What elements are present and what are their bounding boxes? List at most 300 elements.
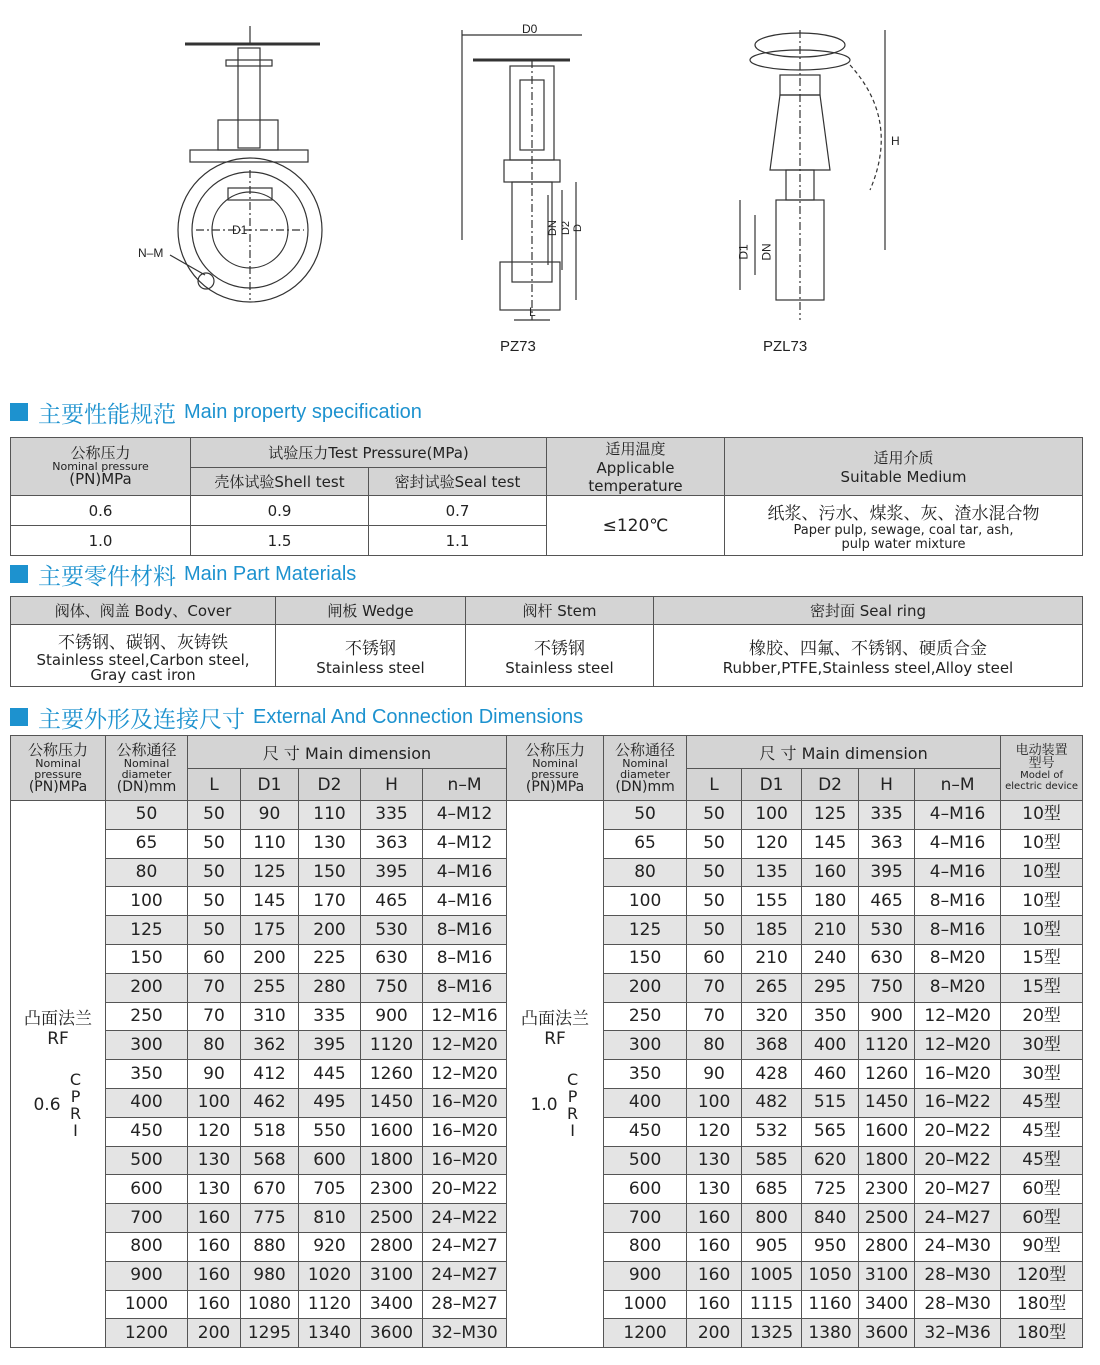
cell-d2: 180 (802, 887, 859, 916)
cell-h: 630 (859, 944, 915, 973)
cell-nm: 24–M27 (423, 1232, 507, 1261)
spec-temp-value: ≤120℃ (547, 496, 725, 556)
cell-l: 130 (687, 1146, 742, 1175)
cell-d2: 225 (299, 944, 361, 973)
cell-l: 50 (188, 916, 241, 945)
cell-dn: 600 (106, 1175, 188, 1204)
cell-dn: 450 (604, 1117, 687, 1146)
cell-d1: 135 (742, 858, 802, 887)
cell-nm: 12–M20 (915, 1031, 1001, 1060)
cell-d1: 255 (241, 973, 299, 1002)
cell-l: 70 (188, 1002, 241, 1031)
cell-d1: 685 (742, 1175, 802, 1204)
cell-d1: 100 (742, 801, 802, 830)
mat-seal-header: 密封面 Seal ring (654, 597, 1083, 625)
cell-d1: 368 (742, 1031, 802, 1060)
cell-dn: 800 (106, 1232, 188, 1261)
cell-l: 160 (687, 1261, 742, 1290)
cell-h: 395 (361, 858, 423, 887)
cell-d2: 110 (299, 801, 361, 830)
cell-d2: 460 (802, 1060, 859, 1089)
cell-d1: 670 (241, 1175, 299, 1204)
cell-d1: 1080 (241, 1290, 299, 1319)
dim-col-l: L (188, 769, 241, 801)
dim-col-d2: D2 (802, 769, 859, 801)
cell-h: 363 (361, 829, 423, 858)
cell-l: 80 (687, 1031, 742, 1060)
cell-l: 50 (188, 801, 241, 830)
cell-l: 160 (687, 1290, 742, 1319)
cell-model: 10型 (1001, 916, 1083, 945)
spec-test-header: 试验压力Test Pressure(MPa) (191, 438, 547, 468)
cell-dn: 1200 (106, 1319, 188, 1348)
cell-nm: 4–M16 (423, 887, 507, 916)
cell-l: 50 (687, 916, 742, 945)
cell-d2: 335 (299, 1002, 361, 1031)
cell-model: 10型 (1001, 801, 1083, 830)
cell-nm: 16–M20 (423, 1117, 507, 1146)
cell-h: 335 (361, 801, 423, 830)
section-dimensions-heading (10, 703, 583, 731)
cell-d2: 600 (299, 1146, 361, 1175)
cell-nm: 24–M27 (423, 1261, 507, 1290)
cell-l: 160 (188, 1204, 241, 1233)
cell-h: 1120 (361, 1031, 423, 1060)
cell-nm: 8–M16 (423, 916, 507, 945)
spec-shell-cell: 0.9 (191, 496, 369, 526)
cell-d1: 1115 (742, 1290, 802, 1319)
spec-shell-header: 壳体试验Shell test (191, 468, 369, 496)
cell-dn: 65 (604, 829, 687, 858)
section-spec-en: Main property specification (184, 400, 422, 423)
cell-h: 1800 (859, 1146, 915, 1175)
cell-nm: 16–M20 (915, 1060, 1001, 1089)
cell-d1: 320 (742, 1002, 802, 1031)
cell-d2: 840 (802, 1204, 859, 1233)
dim-col-d2: D2 (299, 769, 361, 801)
spec-pn-header: 公称压力 Nominal pressure (PN)MPa (11, 438, 191, 496)
cell-h: 1450 (361, 1088, 423, 1117)
cell-l: 60 (188, 944, 241, 973)
cell-d2: 200 (299, 916, 361, 945)
cell-h: 2800 (859, 1232, 915, 1261)
cell-d1: 310 (241, 1002, 299, 1031)
cell-d2: 515 (802, 1088, 859, 1117)
cell-d2: 705 (299, 1175, 361, 1204)
cell-d2: 810 (299, 1204, 361, 1233)
cell-nm: 4–M12 (423, 801, 507, 830)
cell-h: 750 (361, 973, 423, 1002)
cell-nm: 8–M16 (915, 887, 1001, 916)
cell-nm: 24–M22 (423, 1204, 507, 1233)
cell-d2: 395 (299, 1031, 361, 1060)
cell-l: 120 (188, 1117, 241, 1146)
cell-nm: 4–M16 (915, 801, 1001, 830)
cell-nm: 12–M20 (915, 1002, 1001, 1031)
cell-l: 200 (188, 1319, 241, 1348)
cell-nm: 8–M20 (915, 944, 1001, 973)
cell-dn: 250 (604, 1002, 687, 1031)
cell-d1: 428 (742, 1060, 802, 1089)
cell-nm: 32–M36 (915, 1319, 1001, 1348)
pn-value: 1.0 (530, 1095, 558, 1116)
cell-h: 3400 (859, 1290, 915, 1319)
cell-d2: 400 (802, 1031, 859, 1060)
cell-dn: 350 (604, 1060, 687, 1089)
cell-d2: 565 (802, 1117, 859, 1146)
section-materials-zh: 主要零件材料 (38, 563, 176, 590)
section-dimensions-zh: 主要外形及连接尺寸 (38, 706, 245, 733)
cell-nm: 4–M16 (915, 829, 1001, 858)
mat-wedge-header: 闸板 Wedge (276, 597, 466, 625)
cell-l: 130 (188, 1175, 241, 1204)
spec-seal-cell: 1.1 (369, 526, 547, 556)
cell-d1: 905 (742, 1232, 802, 1261)
cell-nm: 16–M22 (915, 1088, 1001, 1117)
mat-body-header: 阀体、阀盖 Body、Cover (11, 597, 276, 625)
cell-dn: 200 (106, 973, 188, 1002)
spec-temp-header: 适用温度 Applicable temperature (547, 438, 725, 496)
cell-d2: 1050 (802, 1261, 859, 1290)
cell-dn: 80 (604, 858, 687, 887)
dim-col-d1: D1 (742, 769, 802, 801)
cell-d1: 1005 (742, 1261, 802, 1290)
dim-dn-header-right: 公称通径 Nominal diameter (DN)mm (604, 736, 687, 801)
cell-h: 465 (859, 887, 915, 916)
cell-d2: 1120 (299, 1290, 361, 1319)
cell-d2: 950 (802, 1232, 859, 1261)
label-d1-side: D1 (736, 244, 751, 260)
cell-l: 160 (188, 1290, 241, 1319)
cell-model: 180型 (1001, 1319, 1083, 1348)
cell-d1: 185 (742, 916, 802, 945)
cell-nm: 8–M16 (423, 944, 507, 973)
cell-dn: 350 (106, 1060, 188, 1089)
spec-pn-cell: 1.0 (11, 526, 191, 556)
cell-d2: 160 (802, 858, 859, 887)
cell-d1: 518 (241, 1117, 299, 1146)
dim-pn-header-right: 公称压力 Nominal pressure (PN)MPa (507, 736, 604, 801)
cell-d2: 295 (802, 973, 859, 1002)
cell-nm: 16–M20 (423, 1088, 507, 1117)
cell-d1: 362 (241, 1031, 299, 1060)
cell-d2: 210 (802, 916, 859, 945)
cell-h: 750 (859, 973, 915, 1002)
cell-dn: 700 (106, 1204, 188, 1233)
cell-d2: 1340 (299, 1319, 361, 1348)
cell-model: 45型 (1001, 1117, 1083, 1146)
section-square-icon (10, 708, 28, 726)
cell-d2: 145 (802, 829, 859, 858)
valve-drawings (0, 0, 1100, 370)
spec-medium-value: 纸浆、污水、煤浆、灰、渣水混合物 Paper pulp, sewage, coal tar, ash, pulp water mixture (725, 496, 1083, 556)
cell-d1: 175 (241, 916, 299, 945)
cell-model: 30型 (1001, 1031, 1083, 1060)
mat-body-value: 不锈钢、碳钢、灰铸铁 Stainless steel,Carbon steel, Gray cast iron (11, 625, 276, 687)
cell-d1: 110 (241, 829, 299, 858)
materials-table (10, 596, 1083, 687)
mat-stem-value: 不锈钢 Stainless steel (466, 625, 654, 687)
cell-d2: 550 (299, 1117, 361, 1146)
cell-h: 363 (859, 829, 915, 858)
caption-pz73: PZ73 (500, 338, 536, 355)
cell-dn: 250 (106, 1002, 188, 1031)
cell-l: 50 (188, 887, 241, 916)
cell-h: 530 (361, 916, 423, 945)
cell-l: 100 (687, 1088, 742, 1117)
cell-dn: 150 (604, 944, 687, 973)
caption-pzl73: PZL73 (763, 338, 808, 355)
cell-d2: 920 (299, 1232, 361, 1261)
cell-l: 160 (188, 1261, 241, 1290)
cell-l: 160 (687, 1204, 742, 1233)
cell-dn: 150 (106, 944, 188, 973)
cell-dn: 125 (106, 916, 188, 945)
cell-h: 2300 (859, 1175, 915, 1204)
cell-nm: 8–M20 (915, 973, 1001, 1002)
cell-l: 70 (188, 973, 241, 1002)
cell-d1: 125 (241, 858, 299, 887)
cell-l: 160 (687, 1232, 742, 1261)
cell-h: 3100 (361, 1261, 423, 1290)
cell-d1: 120 (742, 829, 802, 858)
spec-shell-cell: 1.5 (191, 526, 369, 556)
cell-nm: 4–M16 (915, 858, 1001, 887)
cell-h: 1800 (361, 1146, 423, 1175)
table-row (11, 801, 1083, 830)
label-nm: N–M (138, 246, 164, 260)
cell-model: 15型 (1001, 944, 1083, 973)
cell-l: 130 (687, 1175, 742, 1204)
rf-zh: 凸面法兰 (521, 1009, 590, 1030)
cell-nm: 20–M22 (423, 1175, 507, 1204)
cell-dn: 500 (106, 1146, 188, 1175)
section-square-icon (10, 403, 28, 421)
cell-d1: 800 (742, 1204, 802, 1233)
cell-model: 30型 (1001, 1060, 1083, 1089)
cell-d2: 445 (299, 1060, 361, 1089)
cell-d2: 240 (802, 944, 859, 973)
dim-col-nm: n–M (915, 769, 1001, 801)
cell-d1: 462 (241, 1088, 299, 1117)
cell-l: 50 (687, 858, 742, 887)
dim-col-d1: D1 (241, 769, 299, 801)
cell-dn: 400 (106, 1088, 188, 1117)
cell-model: 15型 (1001, 973, 1083, 1002)
cell-d2: 1380 (802, 1319, 859, 1348)
cell-d1: 90 (241, 801, 299, 830)
cell-h: 3400 (361, 1290, 423, 1319)
valve-drawing-svg (0, 0, 1100, 370)
cell-dn: 900 (604, 1261, 687, 1290)
cell-dn: 1200 (604, 1319, 687, 1348)
cell-dn: 100 (106, 887, 188, 916)
cell-h: 900 (361, 1002, 423, 1031)
cell-h: 335 (859, 801, 915, 830)
cell-dn: 100 (604, 887, 687, 916)
cell-h: 1600 (859, 1117, 915, 1146)
dim-col-h: H (361, 769, 423, 801)
cell-h: 395 (859, 858, 915, 887)
label-d2: D2 (560, 220, 573, 236)
cell-d1: 1325 (742, 1319, 802, 1348)
dim-main-header-right: 尺 寸 Main dimension (687, 736, 1001, 769)
cell-nm: 20–M22 (915, 1117, 1001, 1146)
dim-col-h: H (859, 769, 915, 801)
cell-h: 1450 (859, 1088, 915, 1117)
cell-model: 45型 (1001, 1088, 1083, 1117)
label-d0: D0 (522, 22, 538, 36)
cell-h: 2800 (361, 1232, 423, 1261)
dim-electric-header: 电动装置 型号 Model of electric device (1001, 736, 1083, 801)
cell-nm: 12–M20 (423, 1060, 507, 1089)
cell-d1: 568 (241, 1146, 299, 1175)
cell-nm: 8–M16 (423, 973, 507, 1002)
cell-h: 2300 (361, 1175, 423, 1204)
cell-l: 80 (188, 1031, 241, 1060)
section-materials-en: Main Part Materials (184, 562, 357, 585)
spec-pn-cell: 0.6 (11, 496, 191, 526)
cell-dn: 600 (604, 1175, 687, 1204)
label-dn: DN (546, 220, 559, 236)
dim-pn-header: 公称压力 Nominal pressure (PN)MPa (11, 736, 106, 801)
cell-d2: 495 (299, 1088, 361, 1117)
pn-group-cell-right (507, 801, 604, 1348)
cell-l: 120 (687, 1117, 742, 1146)
cell-h: 1260 (859, 1060, 915, 1089)
cell-d1: 412 (241, 1060, 299, 1089)
cell-h: 530 (859, 916, 915, 945)
cell-dn: 900 (106, 1261, 188, 1290)
cell-l: 50 (188, 829, 241, 858)
cell-nm: 24–M30 (915, 1232, 1001, 1261)
cell-dn: 1000 (106, 1290, 188, 1319)
cell-nm: 28–M30 (915, 1290, 1001, 1319)
cell-d2: 725 (802, 1175, 859, 1204)
cell-l: 70 (687, 973, 742, 1002)
pn-group-cell-left (11, 801, 106, 1348)
rf-en: RF (544, 1029, 566, 1050)
cell-model: 120型 (1001, 1261, 1083, 1290)
cell-l: 60 (687, 944, 742, 973)
cell-d2: 1020 (299, 1261, 361, 1290)
cell-dn: 1000 (604, 1290, 687, 1319)
cell-nm: 20–M22 (915, 1146, 1001, 1175)
cell-l: 50 (188, 858, 241, 887)
label-dn-side: DN (759, 243, 774, 261)
cell-h: 1600 (361, 1117, 423, 1146)
cell-d1: 145 (241, 887, 299, 916)
cell-model: 180型 (1001, 1290, 1083, 1319)
dim-dn-header: 公称通径 Nominal diameter (DN)mm (106, 736, 188, 801)
cell-h: 2500 (859, 1204, 915, 1233)
cell-dn: 800 (604, 1232, 687, 1261)
cell-d1: 265 (742, 973, 802, 1002)
cell-nm: 20–M27 (915, 1175, 1001, 1204)
label-d: D (571, 224, 584, 232)
cell-l: 50 (687, 829, 742, 858)
cell-dn: 450 (106, 1117, 188, 1146)
cell-nm: 12–M20 (423, 1031, 507, 1060)
cell-d1: 155 (742, 887, 802, 916)
cell-dn: 65 (106, 829, 188, 858)
cell-model: 10型 (1001, 858, 1083, 887)
cell-h: 2500 (361, 1204, 423, 1233)
cell-l: 90 (687, 1060, 742, 1089)
cell-d2: 125 (802, 801, 859, 830)
cell-nm: 32–M30 (423, 1319, 507, 1348)
rf-en: RF (47, 1029, 69, 1050)
spec-seal-cell: 0.7 (369, 496, 547, 526)
cell-model: 60型 (1001, 1204, 1083, 1233)
cell-dn: 500 (604, 1146, 687, 1175)
cell-nm: 28–M30 (915, 1261, 1001, 1290)
label-d1-front: D1 (232, 223, 248, 237)
cell-d1: 1295 (241, 1319, 299, 1348)
cell-model: 10型 (1001, 887, 1083, 916)
cell-dn: 200 (604, 973, 687, 1002)
cell-h: 1260 (361, 1060, 423, 1089)
cell-d2: 130 (299, 829, 361, 858)
cell-d1: 200 (241, 944, 299, 973)
dimensions-table (10, 735, 1083, 1348)
cell-d1: 980 (241, 1261, 299, 1290)
section-materials-heading (10, 560, 356, 588)
dim-main-header: 尺 寸 Main dimension (188, 736, 507, 769)
spec-table (10, 437, 1083, 556)
cell-d1: 210 (742, 944, 802, 973)
cell-d1: 775 (241, 1204, 299, 1233)
cell-dn: 80 (106, 858, 188, 887)
section-spec-heading (10, 398, 422, 426)
cell-nm: 28–M27 (423, 1290, 507, 1319)
cell-dn: 700 (604, 1204, 687, 1233)
cell-h: 3100 (859, 1261, 915, 1290)
cell-d1: 532 (742, 1117, 802, 1146)
cell-nm: 12–M16 (423, 1002, 507, 1031)
cell-h: 3600 (361, 1319, 423, 1348)
cell-d2: 1160 (802, 1290, 859, 1319)
rf-zh: 凸面法兰 (24, 1009, 92, 1030)
section-dimensions-en: External And Connection Dimensions (253, 705, 584, 728)
cell-dn: 300 (604, 1031, 687, 1060)
cell-dn: 300 (106, 1031, 188, 1060)
cell-d2: 150 (299, 858, 361, 887)
spec-seal-header: 密封试验Seal test (369, 468, 547, 496)
spec-medium-header: 适用介质 Suitable Medium (725, 438, 1083, 496)
cpri-label: CPRI (566, 1070, 579, 1141)
dim-col-l: L (687, 769, 742, 801)
cell-h: 465 (361, 887, 423, 916)
pn-value: 0.6 (33, 1095, 61, 1116)
cell-h: 1120 (859, 1031, 915, 1060)
mat-seal-value: 橡胶、四氟、不锈钢、硬质合金 Rubber,PTFE,Stainless steel,Alloy steel (654, 625, 1083, 687)
cell-model: 45型 (1001, 1146, 1083, 1175)
cell-dn: 125 (604, 916, 687, 945)
mat-stem-header: 阀杆 Stem (466, 597, 654, 625)
cell-l: 130 (188, 1146, 241, 1175)
cell-l: 200 (687, 1319, 742, 1348)
cell-nm: 4–M16 (423, 858, 507, 887)
cell-l: 160 (188, 1232, 241, 1261)
cell-model: 20型 (1001, 1002, 1083, 1031)
cell-d1: 880 (241, 1232, 299, 1261)
cell-nm: 24–M27 (915, 1204, 1001, 1233)
cell-l: 50 (687, 801, 742, 830)
cell-nm: 16–M20 (423, 1146, 507, 1175)
cell-h: 900 (859, 1002, 915, 1031)
section-square-icon (10, 565, 28, 583)
